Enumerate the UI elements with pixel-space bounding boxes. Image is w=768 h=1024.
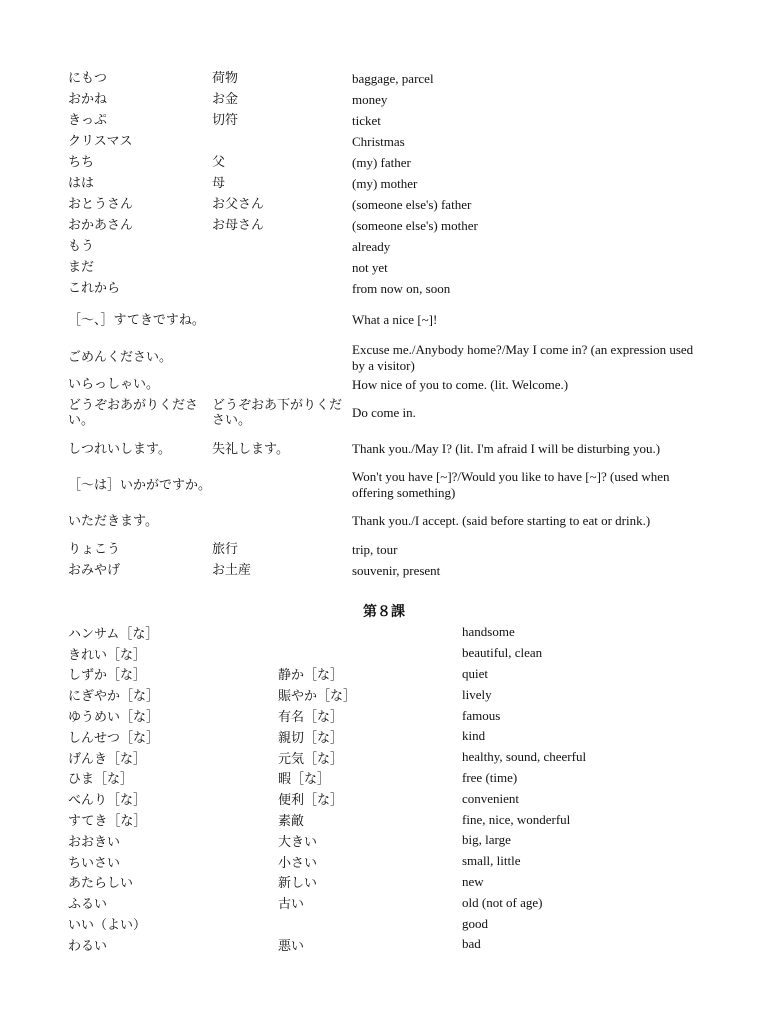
english-cell: small, little: [462, 853, 521, 869]
kana-cell: ［～、］すてきですね。: [68, 312, 205, 328]
kana-cell: いただきます。: [68, 513, 158, 529]
kana-cell: もう: [68, 239, 95, 254]
kana-cell: しんせつ［な］: [68, 730, 160, 746]
english-cell: (my) mother: [352, 175, 418, 191]
english-cell: new: [462, 873, 484, 889]
kanji-cell: 失礼します。: [212, 441, 289, 457]
table-row: [68, 257, 708, 278]
english-cell: souvenir, present: [352, 562, 441, 578]
english-cell: lively: [462, 686, 492, 702]
kanji-cell: 古い: [278, 897, 305, 913]
english-cell: Won't you have [~]?/Would you like to have [~]? (used when offering something): [352, 469, 670, 500]
table-row: [68, 622, 728, 643]
table-row: [68, 664, 728, 685]
table-row: [68, 892, 728, 913]
kanji-cell: お父さん: [212, 197, 265, 212]
kanji-cell: 切符: [212, 113, 239, 128]
kanji-cell: お金: [212, 92, 239, 107]
english-cell: quiet: [462, 665, 488, 681]
table-row: [68, 194, 708, 215]
english-cell: good: [462, 915, 488, 931]
kanji-cell: 荷物: [212, 71, 239, 86]
kana-cell: あたらしい: [68, 876, 134, 892]
kanji-cell: 母: [212, 176, 226, 191]
kanji-cell: 暇［な］: [278, 772, 331, 788]
table-row: [68, 131, 708, 152]
kana-cell: にもつ: [68, 71, 108, 86]
kana-cell: おとうさん: [68, 197, 134, 212]
kana-cell: しつれいします。: [68, 441, 171, 457]
vocab-table-lesson-7: [68, 68, 708, 581]
english-cell: famous: [462, 707, 501, 723]
kanji-cell: 小さい: [278, 855, 318, 871]
kanji-cell: 静か［な］: [278, 668, 344, 684]
kana-cell: いらっしゃい。: [68, 377, 160, 392]
kana-cell: まだ: [68, 260, 95, 275]
kana-cell: ハンサム［な］: [68, 626, 159, 642]
english-cell: How nice of you to come. (lit. Welcome.): [352, 376, 569, 392]
kana-cell: おみやげ: [68, 563, 121, 578]
table-row: [68, 467, 708, 503]
table-row: [68, 299, 708, 341]
table-row: [68, 809, 728, 830]
kanji-cell: お土産: [212, 563, 252, 578]
kana-cell: べんり［な］: [68, 793, 147, 809]
english-cell: (my) father: [352, 154, 411, 170]
english-cell: already: [352, 238, 391, 254]
kana-cell: しずか［な］: [68, 668, 147, 684]
table-row: [68, 152, 708, 173]
kanji-cell: お母さん: [212, 218, 265, 233]
english-cell: fine, nice, wonderful: [462, 811, 571, 827]
kana-cell: にぎやか［な］: [68, 689, 160, 705]
table-row: [68, 726, 728, 747]
english-cell: Christmas: [352, 133, 405, 149]
kana-cell: ちいさい: [68, 855, 121, 871]
english-cell: baggage, parcel: [352, 70, 434, 86]
english-cell: (someone else's) father: [352, 196, 472, 212]
kanji-cell: 素敵: [278, 814, 305, 830]
table-row: [68, 89, 708, 110]
kana-cell: ひま［な］: [68, 772, 134, 788]
english-cell: Thank you./May I? (lit. I'm afraid I will be disturbing you.): [352, 441, 661, 456]
kana-cell: おかね: [68, 92, 108, 107]
kanji-cell: 父: [212, 155, 226, 170]
table-row: [68, 872, 728, 893]
table-row: [68, 395, 708, 431]
kana-cell: これから: [68, 281, 121, 296]
kana-cell: すてき［な］: [68, 814, 147, 830]
table-row: [68, 830, 728, 851]
table-row: [68, 788, 728, 809]
english-cell: from now on, soon: [352, 280, 451, 296]
table-row: [68, 173, 708, 194]
kanji-cell: 便利［な］: [278, 793, 344, 809]
english-cell: free (time): [462, 769, 518, 785]
table-row: [68, 684, 728, 705]
kana-cell: ふるい: [68, 897, 108, 913]
table-row: [68, 341, 708, 374]
table-row: [68, 110, 708, 131]
english-cell: old (not of age): [462, 894, 543, 910]
english-cell: big, large: [462, 832, 511, 848]
table-row: [68, 934, 728, 955]
english-cell: money: [352, 91, 388, 107]
english-cell: beautiful, clean: [462, 645, 543, 661]
table-row: [68, 215, 708, 236]
table-row: [68, 913, 728, 934]
kana-cell: きっぷ: [68, 113, 108, 128]
kana-cell: ちち: [68, 155, 95, 170]
kanji-cell: 大きい: [278, 834, 318, 850]
english-cell: kind: [462, 728, 486, 744]
table-row: [68, 68, 708, 89]
english-cell: not yet: [352, 259, 388, 275]
kana-cell: りょこう: [68, 542, 121, 557]
kana-cell: はは: [68, 176, 95, 191]
english-cell: Excuse me./Anybody home?/May I come in? (an expression used by a visitor): [352, 341, 694, 373]
kana-cell: おおきい: [68, 834, 121, 850]
kana-cell: わるい: [68, 938, 108, 954]
english-cell: bad: [462, 936, 481, 952]
table-row: [68, 539, 708, 560]
kana-cell: ゆうめい［な］: [68, 710, 160, 726]
kana-cell: ［～は］いかがですか。: [68, 477, 212, 493]
english-cell: (someone else's) mother: [352, 217, 478, 233]
table-row: [68, 560, 708, 581]
table-row: [68, 705, 728, 726]
table-row: [68, 643, 728, 664]
kanji-cell: 賑やか［な］: [278, 689, 357, 705]
kana-cell: おかあさん: [68, 218, 134, 233]
english-cell: Do come in.: [352, 405, 416, 420]
table-row: [68, 431, 708, 467]
table-row: [68, 747, 728, 768]
kana-cell: きれい［な］: [68, 647, 147, 663]
table-row: [68, 374, 708, 395]
kana-cell: げんき［な］: [68, 751, 147, 767]
vocab-table-lesson-8: [68, 622, 728, 955]
kana-cell: どうぞおあがりください。: [68, 398, 199, 428]
table-row: [68, 851, 728, 872]
kana-cell: いい（よい）: [68, 918, 147, 934]
english-cell: Thank you./I accept. (said before starting to eat or drink.): [352, 513, 651, 528]
kana-cell: ごめんください。: [68, 350, 173, 365]
english-cell: ticket: [352, 112, 381, 128]
kanji-cell: 元気［な］: [278, 751, 344, 767]
kanji-cell: 親切［な］: [278, 730, 344, 746]
kanji-cell: どうぞおあ下がりください。: [212, 398, 343, 428]
table-row: [68, 768, 728, 789]
kanji-cell: 新しい: [278, 876, 318, 892]
english-cell: What a nice [~]!: [352, 312, 438, 327]
kanji-cell: 旅行: [212, 542, 239, 557]
table-row: [68, 236, 708, 257]
english-cell: handsome: [462, 624, 515, 640]
english-cell: healthy, sound, cheerful: [462, 749, 587, 765]
kanji-cell: 悪い: [278, 938, 305, 954]
kana-cell: クリスマス: [68, 134, 133, 149]
kanji-cell: 有名［な］: [278, 710, 344, 726]
table-row: [68, 503, 708, 539]
english-cell: trip, tour: [352, 541, 398, 557]
english-cell: convenient: [462, 790, 520, 806]
lesson-heading: 第８課: [363, 604, 405, 620]
table-row: [68, 278, 708, 299]
